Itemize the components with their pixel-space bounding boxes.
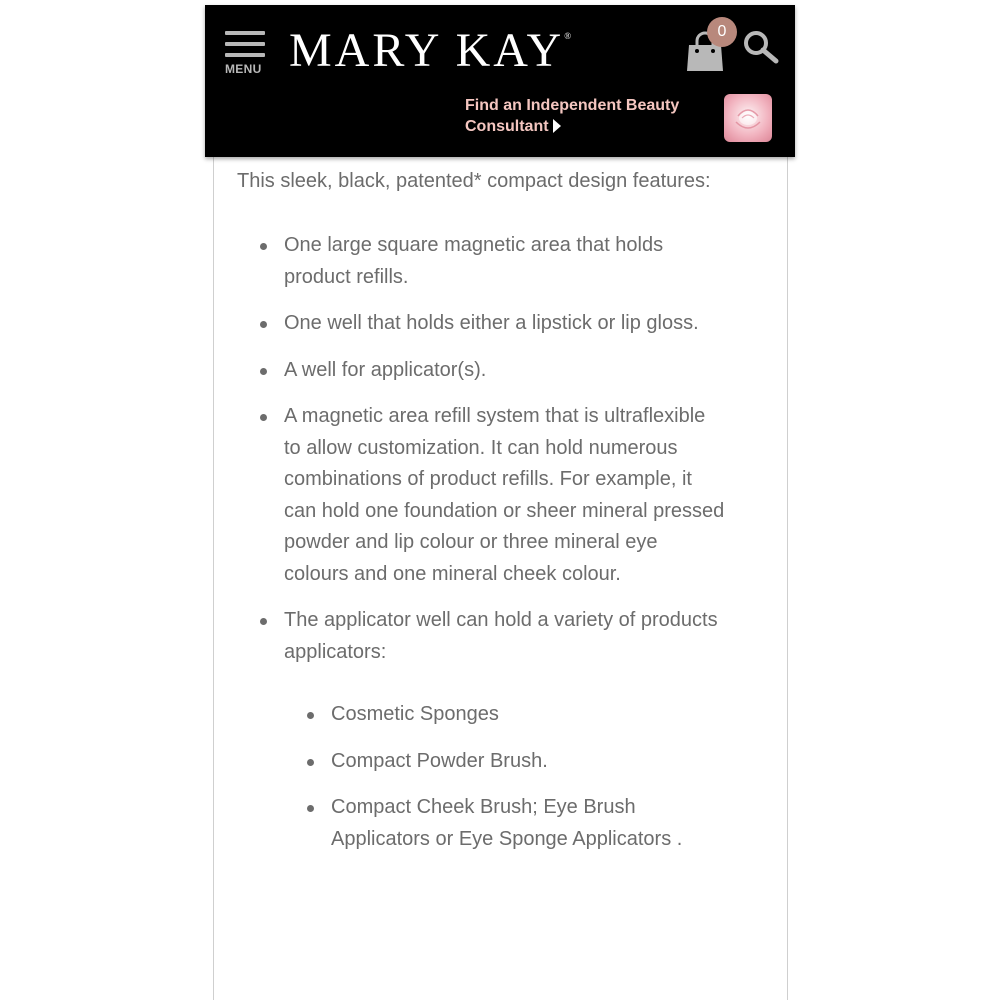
logo-text: MARY KAY: [289, 24, 565, 77]
feature-text: The applicator well can hold a variety of products applicators:: [284, 609, 718, 663]
menu-icon-bar: [225, 42, 265, 46]
bullet-icon: [260, 414, 267, 421]
list-item: [284, 699, 727, 731]
chevron-right-icon: [553, 119, 561, 133]
bullet-icon: [307, 712, 314, 719]
bullet-icon: [260, 618, 267, 625]
bullet-icon: [260, 368, 267, 375]
bullet-icon: [307, 805, 314, 812]
find-consultant-link[interactable]: [465, 95, 715, 137]
intro-text: This sleek, black, patented* compact design features:: [237, 170, 711, 192]
list-item: [284, 746, 727, 778]
product-description: [237, 165, 727, 870]
applicator-text: Compact Cheek Brush; Eye Brush Applicators or Eye Sponge Applicators .: [331, 796, 683, 850]
site-header: [205, 5, 795, 157]
menu-icon: [225, 31, 265, 35]
cart-count-badge[interactable]: 0: [707, 17, 737, 47]
applicator-text: Compact Powder Brush.: [331, 749, 548, 772]
menu-button[interactable]: [223, 29, 267, 79]
list-item: [237, 308, 727, 340]
bullet-icon: [260, 243, 267, 250]
feature-text: A magnetic area refill system that is ultraflexible to allow customization. It can hold numerous combinations of product refills. For example, it can hold one foundation or sheer mineral pressed powder and lip colour or three mineral eye colours and one mineral cheek colour.: [284, 405, 725, 585]
mobile-page: [205, 5, 795, 1000]
applicator-text: Cosmetic Sponges: [331, 703, 499, 725]
find-consultant-label: Find an Independent Beauty Consultant: [465, 97, 680, 135]
menu-icon-bar: [225, 53, 265, 57]
feature-text: A well for applicator(s).: [284, 358, 487, 381]
registered-mark: ®: [564, 31, 572, 41]
feature-text: One well that holds either a lipstick or lip gloss.: [284, 312, 699, 334]
list-item: [237, 355, 727, 387]
bullet-icon: [260, 321, 267, 328]
applicator-list: [284, 699, 727, 855]
bullet-icon: [307, 759, 314, 766]
search-button[interactable]: [742, 29, 782, 65]
feature-text: One large square magnetic area that holds product refills.: [284, 234, 664, 288]
list-item: [237, 230, 727, 293]
list-item: [237, 401, 727, 590]
mary-kay-logo[interactable]: [289, 23, 571, 78]
list-item: [284, 792, 727, 855]
menu-label: MENU: [225, 62, 262, 76]
rose-icon: [724, 94, 772, 142]
list-item: [237, 605, 727, 855]
search-icon: [742, 29, 782, 65]
rose-image[interactable]: [724, 94, 772, 142]
feature-list: [237, 230, 727, 855]
